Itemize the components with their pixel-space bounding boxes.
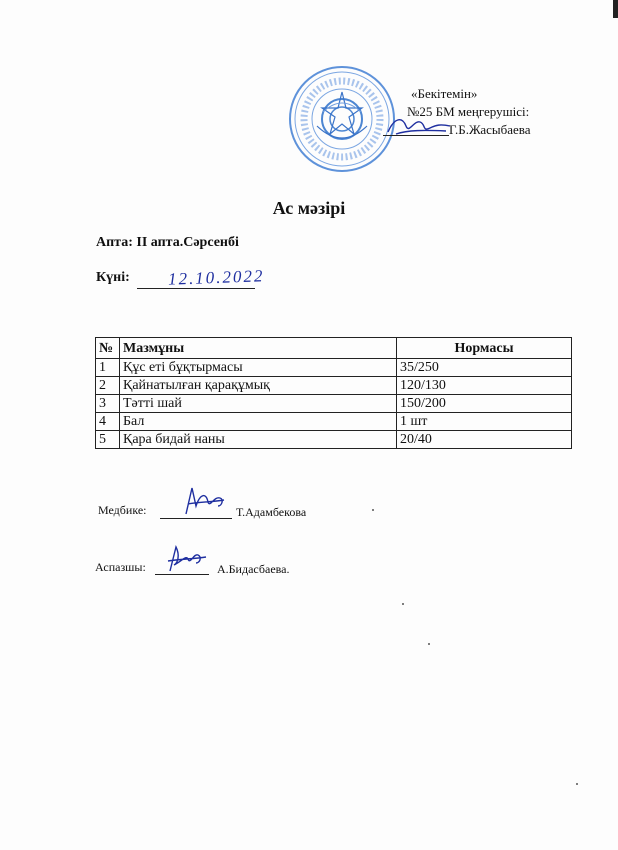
cook-label: Аспазшы: (95, 560, 146, 574)
row-norm: 150/200 (397, 395, 572, 413)
table-row (96, 377, 572, 395)
approval-head: №25 БМ меңгерушісі: (407, 104, 530, 119)
row-number: 2 (96, 377, 120, 395)
row-norm: 35/250 (397, 359, 572, 377)
nurse-signature-icon (178, 484, 228, 518)
table-header-row (96, 338, 572, 359)
scan-speck (428, 643, 430, 645)
page-title: Ас мәзірі (272, 198, 346, 218)
table-row (96, 395, 572, 413)
row-number: 3 (96, 395, 120, 413)
row-dish: Қайнатылған қарақұмық (120, 377, 397, 395)
table-row (96, 359, 572, 377)
row-number: 1 (96, 359, 120, 377)
row-number: 4 (96, 413, 120, 431)
day-label: Күні: (96, 270, 130, 285)
row-dish: Тәтті шай (120, 395, 397, 413)
approval-title: «Бекітемін» (411, 86, 478, 101)
cook-signature-icon (160, 543, 208, 575)
cook-name: А.Бидасбаева. (217, 562, 290, 576)
scan-speck (372, 509, 374, 511)
row-dish: Қара бидай наны (120, 431, 397, 449)
row-dish: Құс еті бұқтырмасы (120, 359, 397, 377)
menu-table (95, 337, 572, 449)
approval-block (0, 0, 618, 200)
header-number: № (96, 338, 120, 359)
official-seal-icon (287, 64, 397, 174)
table-row (96, 413, 572, 431)
header-norm: Нормасы (397, 338, 572, 359)
header-contents: Мазмұны (120, 338, 397, 359)
row-norm: 1 шт (397, 413, 572, 431)
table-row (96, 431, 572, 449)
row-norm: 120/130 (397, 377, 572, 395)
nurse-name: Т.Адамбекова (236, 505, 307, 519)
nurse-label: Медбике: (98, 503, 147, 517)
scan-speck (576, 783, 578, 785)
week-line: Апта: II апта.Сәрсенбі (96, 235, 239, 250)
row-number: 5 (96, 431, 120, 449)
approval-name: Г.Б.Жасыбаева (449, 122, 531, 137)
nurse-signature-line (160, 518, 232, 519)
row-dish: Бал (120, 413, 397, 431)
day-date-handwritten: 12.10.2022 (167, 266, 265, 289)
scan-speck (402, 603, 404, 605)
row-norm: 20/40 (397, 431, 572, 449)
approval-signature-line (383, 135, 449, 136)
